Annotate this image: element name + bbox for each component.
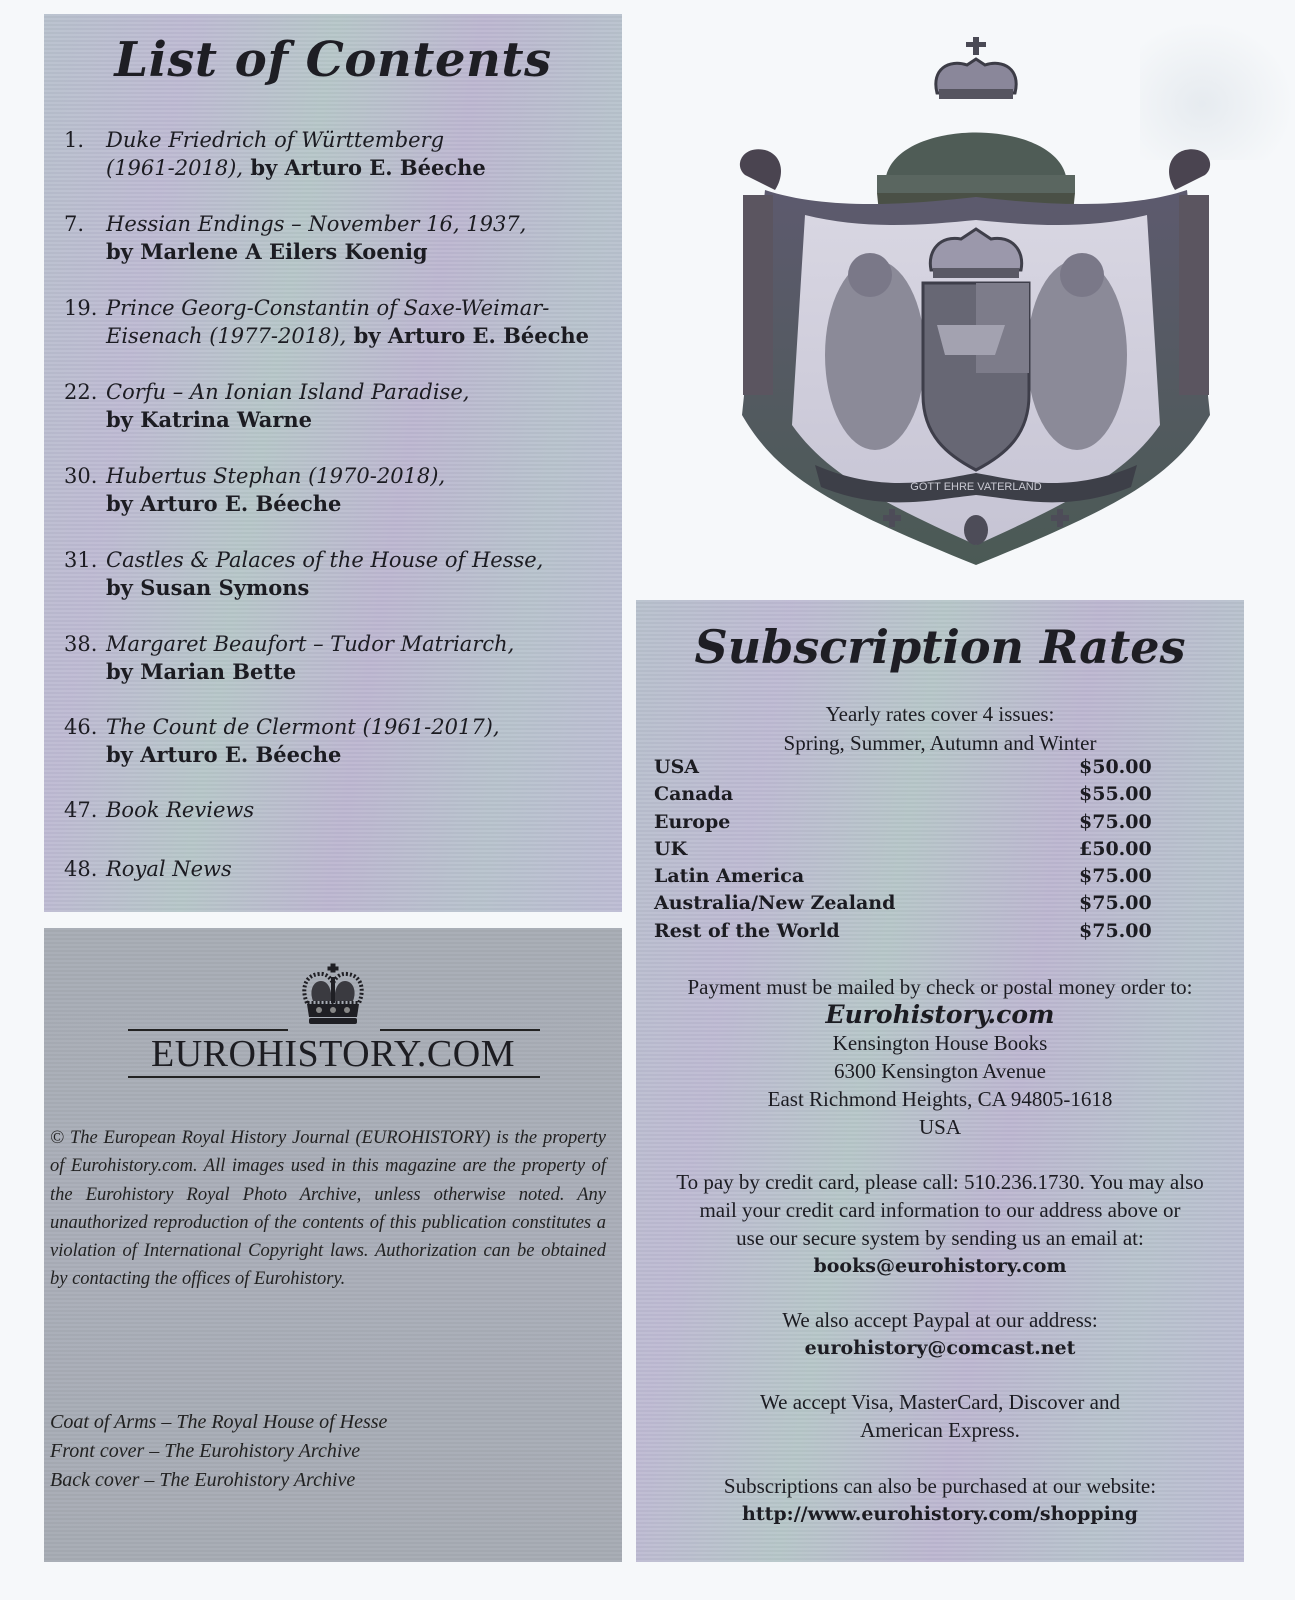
rate-region: Rest of the World xyxy=(654,919,840,942)
article-author: by Susan Symons xyxy=(106,575,310,600)
subscription-title: Subscription Rates xyxy=(694,620,1186,674)
credit-card-text: To pay by credit card, please call: 510.236.1730. You may also xyxy=(676,1170,1204,1194)
article-title-cont: (1961-2018), xyxy=(106,156,244,180)
paypal-text: We also accept Paypal at our address: xyxy=(782,1308,1098,1332)
intro-line: Spring, Summer, Autumn and Winter xyxy=(783,731,1097,755)
rate-price: $75.00 xyxy=(1079,892,1152,915)
subscription-panel xyxy=(636,600,1244,1562)
rate-row xyxy=(654,781,1154,808)
rate-row xyxy=(654,754,1154,781)
page-number: 46. xyxy=(64,715,98,739)
rate-region: Canada xyxy=(654,783,734,806)
page-number: 1. xyxy=(64,128,85,152)
rate-price: $75.00 xyxy=(1079,865,1152,888)
address-line: Kensington House Books xyxy=(832,1031,1048,1055)
rate-region: Europe xyxy=(654,810,731,833)
address-line: East Richmond Heights, CA 94805-1618 xyxy=(767,1087,1113,1111)
page-number: 7. xyxy=(64,212,85,236)
logo-rule-bottom xyxy=(128,1076,540,1078)
article-author: by Arturo E. Béeche xyxy=(243,155,486,180)
rate-region: Australia/New Zealand xyxy=(654,892,896,915)
article-title: Book Reviews xyxy=(106,798,255,822)
address-line: 6300 Kensington Avenue xyxy=(834,1059,1046,1083)
page-number: 19. xyxy=(64,296,98,320)
rate-row xyxy=(654,809,1154,836)
article-title: Hessian Endings – November 16, 1937, xyxy=(106,212,527,236)
motto-text: GOTT EHRE VATERLAND xyxy=(910,481,1042,493)
mailing-address-block xyxy=(636,973,1244,1141)
cards-text: We accept Visa, MasterCard, Discover and xyxy=(760,1390,1120,1414)
credit-line: Front cover – The Eurohistory Archive xyxy=(50,1440,361,1462)
rate-row xyxy=(654,863,1154,890)
subscription-intro xyxy=(636,700,1244,758)
crown-icon xyxy=(297,963,369,1029)
payment-intro: Payment must be mailed by check or postal money order to: xyxy=(687,975,1193,999)
contents-panel xyxy=(44,14,622,912)
rate-row xyxy=(654,918,1154,945)
website-text: Subscriptions can also be purchased at our website: xyxy=(723,1474,1157,1498)
credit-line: Coat of Arms – The Royal House of Hesse xyxy=(50,1411,388,1433)
top-crown-icon xyxy=(936,37,1016,99)
article-title: Hubertus Stephan (1970-2018), xyxy=(106,464,446,488)
rate-region: Latin America xyxy=(654,865,805,888)
page-number: 47. xyxy=(64,798,98,822)
page-number: 48. xyxy=(64,857,98,881)
paypal-block xyxy=(636,1306,1244,1362)
rate-price: $75.00 xyxy=(1079,919,1152,942)
books-email-link[interactable]: books@eurohistory.com xyxy=(813,1255,1067,1277)
credit-line: Back cover – The Eurohistory Archive xyxy=(50,1469,356,1491)
cards-text: American Express. xyxy=(860,1418,1020,1442)
page-number: 22. xyxy=(64,380,98,404)
article-title: Castles & Palaces of the House of Hesse, xyxy=(106,548,544,572)
article-title: Corfu – An Ionian Island Paradise, xyxy=(106,380,470,404)
credit-card-block xyxy=(636,1168,1244,1280)
article-title: Royal News xyxy=(106,857,232,881)
logo-wordmark: EUROHISTORY.COM xyxy=(150,1033,515,1075)
article-title: Duke Friedrich of Württemberg xyxy=(106,128,445,152)
paypal-email-link[interactable]: eurohistory@comcast.net xyxy=(804,1337,1076,1359)
address-brand: Eurohistory.com xyxy=(825,1000,1055,1029)
logo-rule-right xyxy=(380,1029,540,1031)
article-title: Prince Georg-Constantin of Saxe-Weimar- xyxy=(106,296,550,320)
image-credits xyxy=(50,1408,610,1495)
rate-row xyxy=(654,836,1154,863)
coat-of-arms-image xyxy=(705,25,1255,580)
address-line: USA xyxy=(918,1115,961,1139)
copyright-notice: © The European Royal History Journal (EUROHISTORY) is the property of Eurohistory.com. All images used in this magazine are the property of the Eurohistory Royal Photo Archive, unless otherwise noted. Any unauthorized reproduction of the contents of this publication constitutes a violation of International Copyright laws. Authorization can be obtained by contacting the offices of Eurohistory. xyxy=(50,1128,606,1290)
article-author: by Katrina Warne xyxy=(106,407,313,432)
article-author: by Marian Bette xyxy=(106,659,297,684)
logo-rule-left xyxy=(128,1029,288,1031)
article-title: Margaret Beaufort – Tudor Matriarch, xyxy=(106,632,515,656)
website-link[interactable]: http://www.eurohistory.com/shopping xyxy=(742,1503,1138,1525)
website-block xyxy=(636,1472,1244,1528)
publisher-panel xyxy=(44,928,622,1562)
rate-price: $75.00 xyxy=(1079,810,1152,833)
article-title-cont: Eisenach (1977-2018), xyxy=(106,324,347,348)
article-author: by Marlene A Eilers Koenig xyxy=(106,239,428,264)
page-number: 38. xyxy=(64,632,98,656)
article-author: by Arturo E. Béeche xyxy=(106,491,342,516)
rate-price: £50.00 xyxy=(1079,837,1152,860)
article-author: by Arturo E. Béeche xyxy=(346,323,590,348)
article-title: The Count de Clermont (1961-2017), xyxy=(106,715,500,739)
rate-price: $55.00 xyxy=(1079,783,1152,806)
page-number: 31. xyxy=(64,548,98,572)
page-number: 30. xyxy=(64,464,98,488)
article-author: by Arturo E. Béeche xyxy=(106,742,342,767)
rate-region: UK xyxy=(654,837,688,860)
rate-price: $50.00 xyxy=(1079,756,1152,778)
credit-card-text: use our secure system by sending us an email at: xyxy=(736,1226,1144,1250)
cards-accepted-block xyxy=(636,1388,1244,1444)
intro-line: Yearly rates cover 4 issues: xyxy=(825,702,1055,726)
contents-title: List of Contents xyxy=(114,32,552,88)
credit-card-text: mail your credit card information to our address above or xyxy=(699,1198,1181,1222)
rates-table xyxy=(654,754,1154,945)
rate-row xyxy=(654,890,1154,917)
rate-region: USA xyxy=(654,756,700,778)
